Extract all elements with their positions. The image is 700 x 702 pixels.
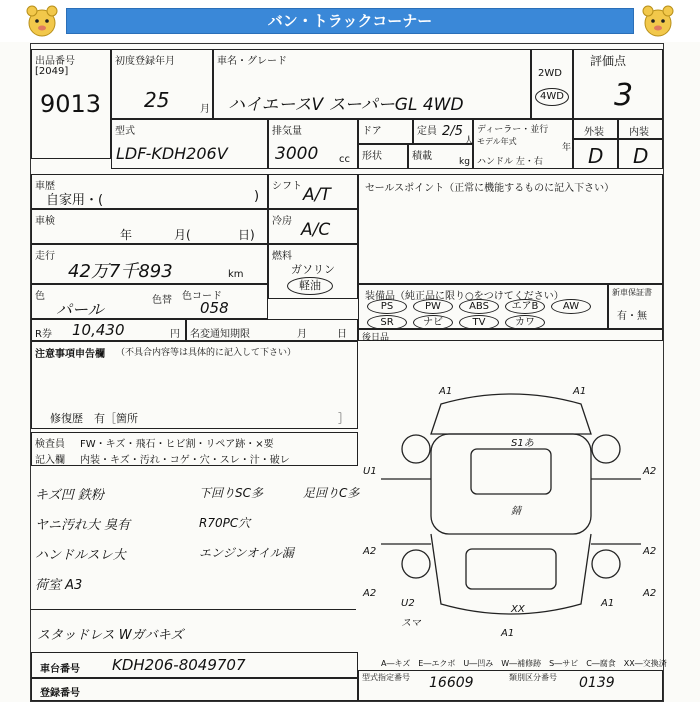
recycle-label: R券 <box>35 329 52 340</box>
damage-mark: A2 <box>643 588 657 599</box>
color-code-value: 058 <box>200 299 229 317</box>
reg-box <box>111 49 213 119</box>
comment-line: ハンドルスレ大 <box>35 548 126 563</box>
seats-label: 定員 <box>417 126 437 137</box>
namechange-label: 名変通知期限 <box>190 329 250 340</box>
back-box <box>358 329 663 341</box>
shift-value: A/T <box>303 185 331 205</box>
car-label: 車名・グレード <box>217 56 287 67</box>
damage-mark: A2 <box>363 588 377 599</box>
damage-mark: U2 <box>401 598 415 609</box>
ac-label: 冷房 <box>272 216 292 227</box>
shift-box <box>268 174 358 209</box>
cc-value: 3000 <box>275 144 319 164</box>
equip-item: エアB <box>505 299 545 314</box>
color-change-label: 色替 <box>152 295 172 306</box>
ext-label-box <box>573 119 618 139</box>
dealer-box <box>473 119 573 169</box>
equip-item: ナビ <box>413 315 453 330</box>
damage-mark: A1 <box>601 598 615 609</box>
recycle-value: 10,430 <box>72 321 125 339</box>
comment-line: ヤニ汚れ大 臭有 <box>35 518 131 533</box>
load-unit: kg <box>459 157 470 167</box>
repair-history: 修復歴 有［箇所 <box>50 412 138 425</box>
inspector-box <box>31 432 358 466</box>
header-banner <box>0 0 700 42</box>
shape-label: 形状 <box>362 151 382 162</box>
color-label: 色 <box>35 291 45 302</box>
comment-line: 足回りC多 <box>303 486 360 500</box>
damage-mark: A1 <box>573 386 587 397</box>
ac-value: A/C <box>301 220 331 240</box>
equip-label: 装備品（純正品に限り○をつけてください） <box>365 291 564 302</box>
inspect-year: 年 <box>120 228 133 242</box>
notes-box <box>31 341 358 429</box>
inspect-month: 月( <box>174 228 191 242</box>
newcar-value: 有・無 <box>617 311 647 322</box>
door-label: ドア <box>362 126 382 137</box>
exterior-label: 外装 <box>584 127 604 138</box>
newcar-box <box>608 284 663 329</box>
inspector-row1: FW・キズ・飛石・ヒビ割・リペア跡・×要 <box>80 439 274 450</box>
damage-mark: A1 <box>439 386 453 397</box>
class-value: 0139 <box>579 675 615 691</box>
equip-box <box>358 284 608 329</box>
score-label: 評価点 <box>590 54 627 68</box>
repair-history-end: ］ <box>338 412 349 425</box>
comment-line: キズ凹 鉄粉 <box>35 488 104 503</box>
comment-line: 下回りSC多 <box>199 486 263 500</box>
bear-mascot-icon <box>24 3 60 39</box>
model-year-label: モデル年式 <box>477 137 517 146</box>
load-label: 積載 <box>412 151 432 162</box>
history-close: ) <box>254 189 260 204</box>
shape-box <box>358 144 408 169</box>
recycle-unit: 円 <box>170 329 180 340</box>
fuel-diesel: 軽油 <box>287 277 333 295</box>
score-value: 3 <box>614 78 634 113</box>
damage-mark: A2 <box>643 546 657 557</box>
dealer-label: ディーラー・並行 <box>477 125 549 135</box>
color-box <box>31 284 268 319</box>
damage-mark: 錆 <box>511 506 521 517</box>
inspection-sheet <box>30 43 667 702</box>
damage-mark: A2 <box>363 546 377 557</box>
equip-item: TV <box>459 315 499 330</box>
interior-label: 内装 <box>629 127 649 138</box>
ext-value-box <box>573 139 618 169</box>
reg-label: 初度登録年月 <box>115 56 175 67</box>
comment-line: R70PC穴 <box>199 516 251 530</box>
reg-year: 25 <box>144 88 170 112</box>
namechange-month: 月 <box>297 329 307 340</box>
back-label: 後日品 <box>362 333 390 343</box>
reg-month-unit: 月 <box>200 104 210 115</box>
shift-label: シフト <box>272 181 302 192</box>
damage-legend: A―キズ E―エクボ U―凹み W―補修跡 S―サビ C―腐食 XX―交換済 <box>381 659 667 668</box>
lot-box <box>31 49 111 159</box>
class-label: 類別区分番号 <box>509 673 557 682</box>
seats-box <box>413 119 474 147</box>
handle-label: ハンドル 左・右 <box>477 157 543 167</box>
drive-2wd: 2WD <box>538 68 562 79</box>
score-box <box>573 49 663 119</box>
door-box <box>358 119 413 144</box>
comment-divider <box>31 609 356 610</box>
inspector-row2: 内装・キズ・汚れ・コゲ・穴・スレ・汁・破レ <box>80 455 290 466</box>
notes-sub: （不具合内容等は具体的に記入して下さい） <box>116 348 297 358</box>
designation-value: 16609 <box>429 675 474 691</box>
int-value-box <box>618 139 663 169</box>
car-name: ハイエースV スーパーGL 4WD <box>228 95 464 115</box>
fuel-gasoline: ガソリン <box>291 263 335 276</box>
damage-mark: A1 <box>501 628 515 639</box>
register-label: 登録番号 <box>40 688 80 699</box>
namechange-box <box>186 319 358 341</box>
namechange-day: 日 <box>337 329 347 340</box>
model-year-unit: 年 <box>562 143 572 153</box>
damage-mark: U1 <box>363 466 377 477</box>
history-label: 車歴 <box>35 181 55 192</box>
cc-unit: cc <box>339 154 350 165</box>
comment-line: 荷室 A3 <box>35 578 83 593</box>
inspect-day: 日) <box>238 228 255 242</box>
lot-number: 9013 <box>40 90 102 118</box>
comment-bottom: スタッドレス Wガバキズ <box>37 628 184 643</box>
equip-item: AW <box>551 299 591 314</box>
damage-mark: スマ <box>401 618 421 629</box>
equip-item: PW <box>413 299 453 314</box>
equip-item: SR <box>367 315 407 330</box>
seats-unit: 人 <box>464 136 474 147</box>
ac-box <box>268 209 358 244</box>
car-box <box>213 49 531 119</box>
cc-box <box>268 119 358 169</box>
color-code-label: 色コード <box>182 291 222 302</box>
equip-item: ABS <box>459 299 499 314</box>
damage-mark: A2 <box>643 466 657 477</box>
newcar-label: 新車保証書 <box>612 288 652 297</box>
mileage-box <box>31 244 268 284</box>
chassis-value: KDH206-8049707 <box>112 656 246 674</box>
model-label: 型式 <box>115 126 135 137</box>
history-box <box>31 174 268 209</box>
damage-mark: XX <box>511 604 525 615</box>
lot-label: 出品番号 <box>35 56 75 67</box>
inspect-box <box>31 209 268 244</box>
int-label-box <box>618 119 663 139</box>
equip-item: カワ <box>505 315 545 330</box>
chassis-box <box>31 652 358 678</box>
fuel-box <box>268 244 358 299</box>
register-box <box>31 678 358 701</box>
bear-mascot-icon <box>640 3 676 39</box>
seats-value: 2/5 <box>442 124 463 139</box>
fuel-label: 燃料 <box>272 251 292 262</box>
history-value: 自家用・( <box>46 193 104 208</box>
model-value: LDF-KDH206V <box>116 144 228 163</box>
car-damage-diagram <box>361 374 661 644</box>
damage-mark: S1あ <box>511 438 534 449</box>
drive-4wd: 4WD <box>535 88 569 106</box>
interior-grade: D <box>633 144 649 168</box>
load-box <box>408 144 473 169</box>
mileage-label: 走行 <box>35 251 55 262</box>
recycle-box <box>31 319 186 341</box>
inspect-label: 車検 <box>35 216 55 227</box>
mileage-unit: km <box>228 269 244 280</box>
sales-label: セールスポイント（正常に機能するものに記入下さい） <box>365 183 615 194</box>
comment-line: エンジンオイル漏 <box>199 546 294 560</box>
drive-box <box>531 49 573 119</box>
sales-box <box>358 174 663 284</box>
inspector-label: 検査員 <box>35 439 65 450</box>
notes-label: 注意事項申告欄 <box>35 349 105 360</box>
cc-label: 排気量 <box>272 126 302 137</box>
designation-box <box>358 670 663 701</box>
exterior-grade: D <box>588 144 604 168</box>
model-box <box>111 119 268 169</box>
mileage-value: 42万7千893 <box>68 261 173 282</box>
chassis-label: 車台番号 <box>40 664 80 675</box>
lot-sub: [2049] <box>35 66 69 77</box>
color-value: パール <box>56 300 104 319</box>
designation-label: 型式指定番号 <box>362 673 410 682</box>
page-title: バン・トラックコーナー <box>66 8 634 34</box>
inspector-label2: 記入欄 <box>35 455 65 466</box>
equip-item: PS <box>367 299 407 314</box>
